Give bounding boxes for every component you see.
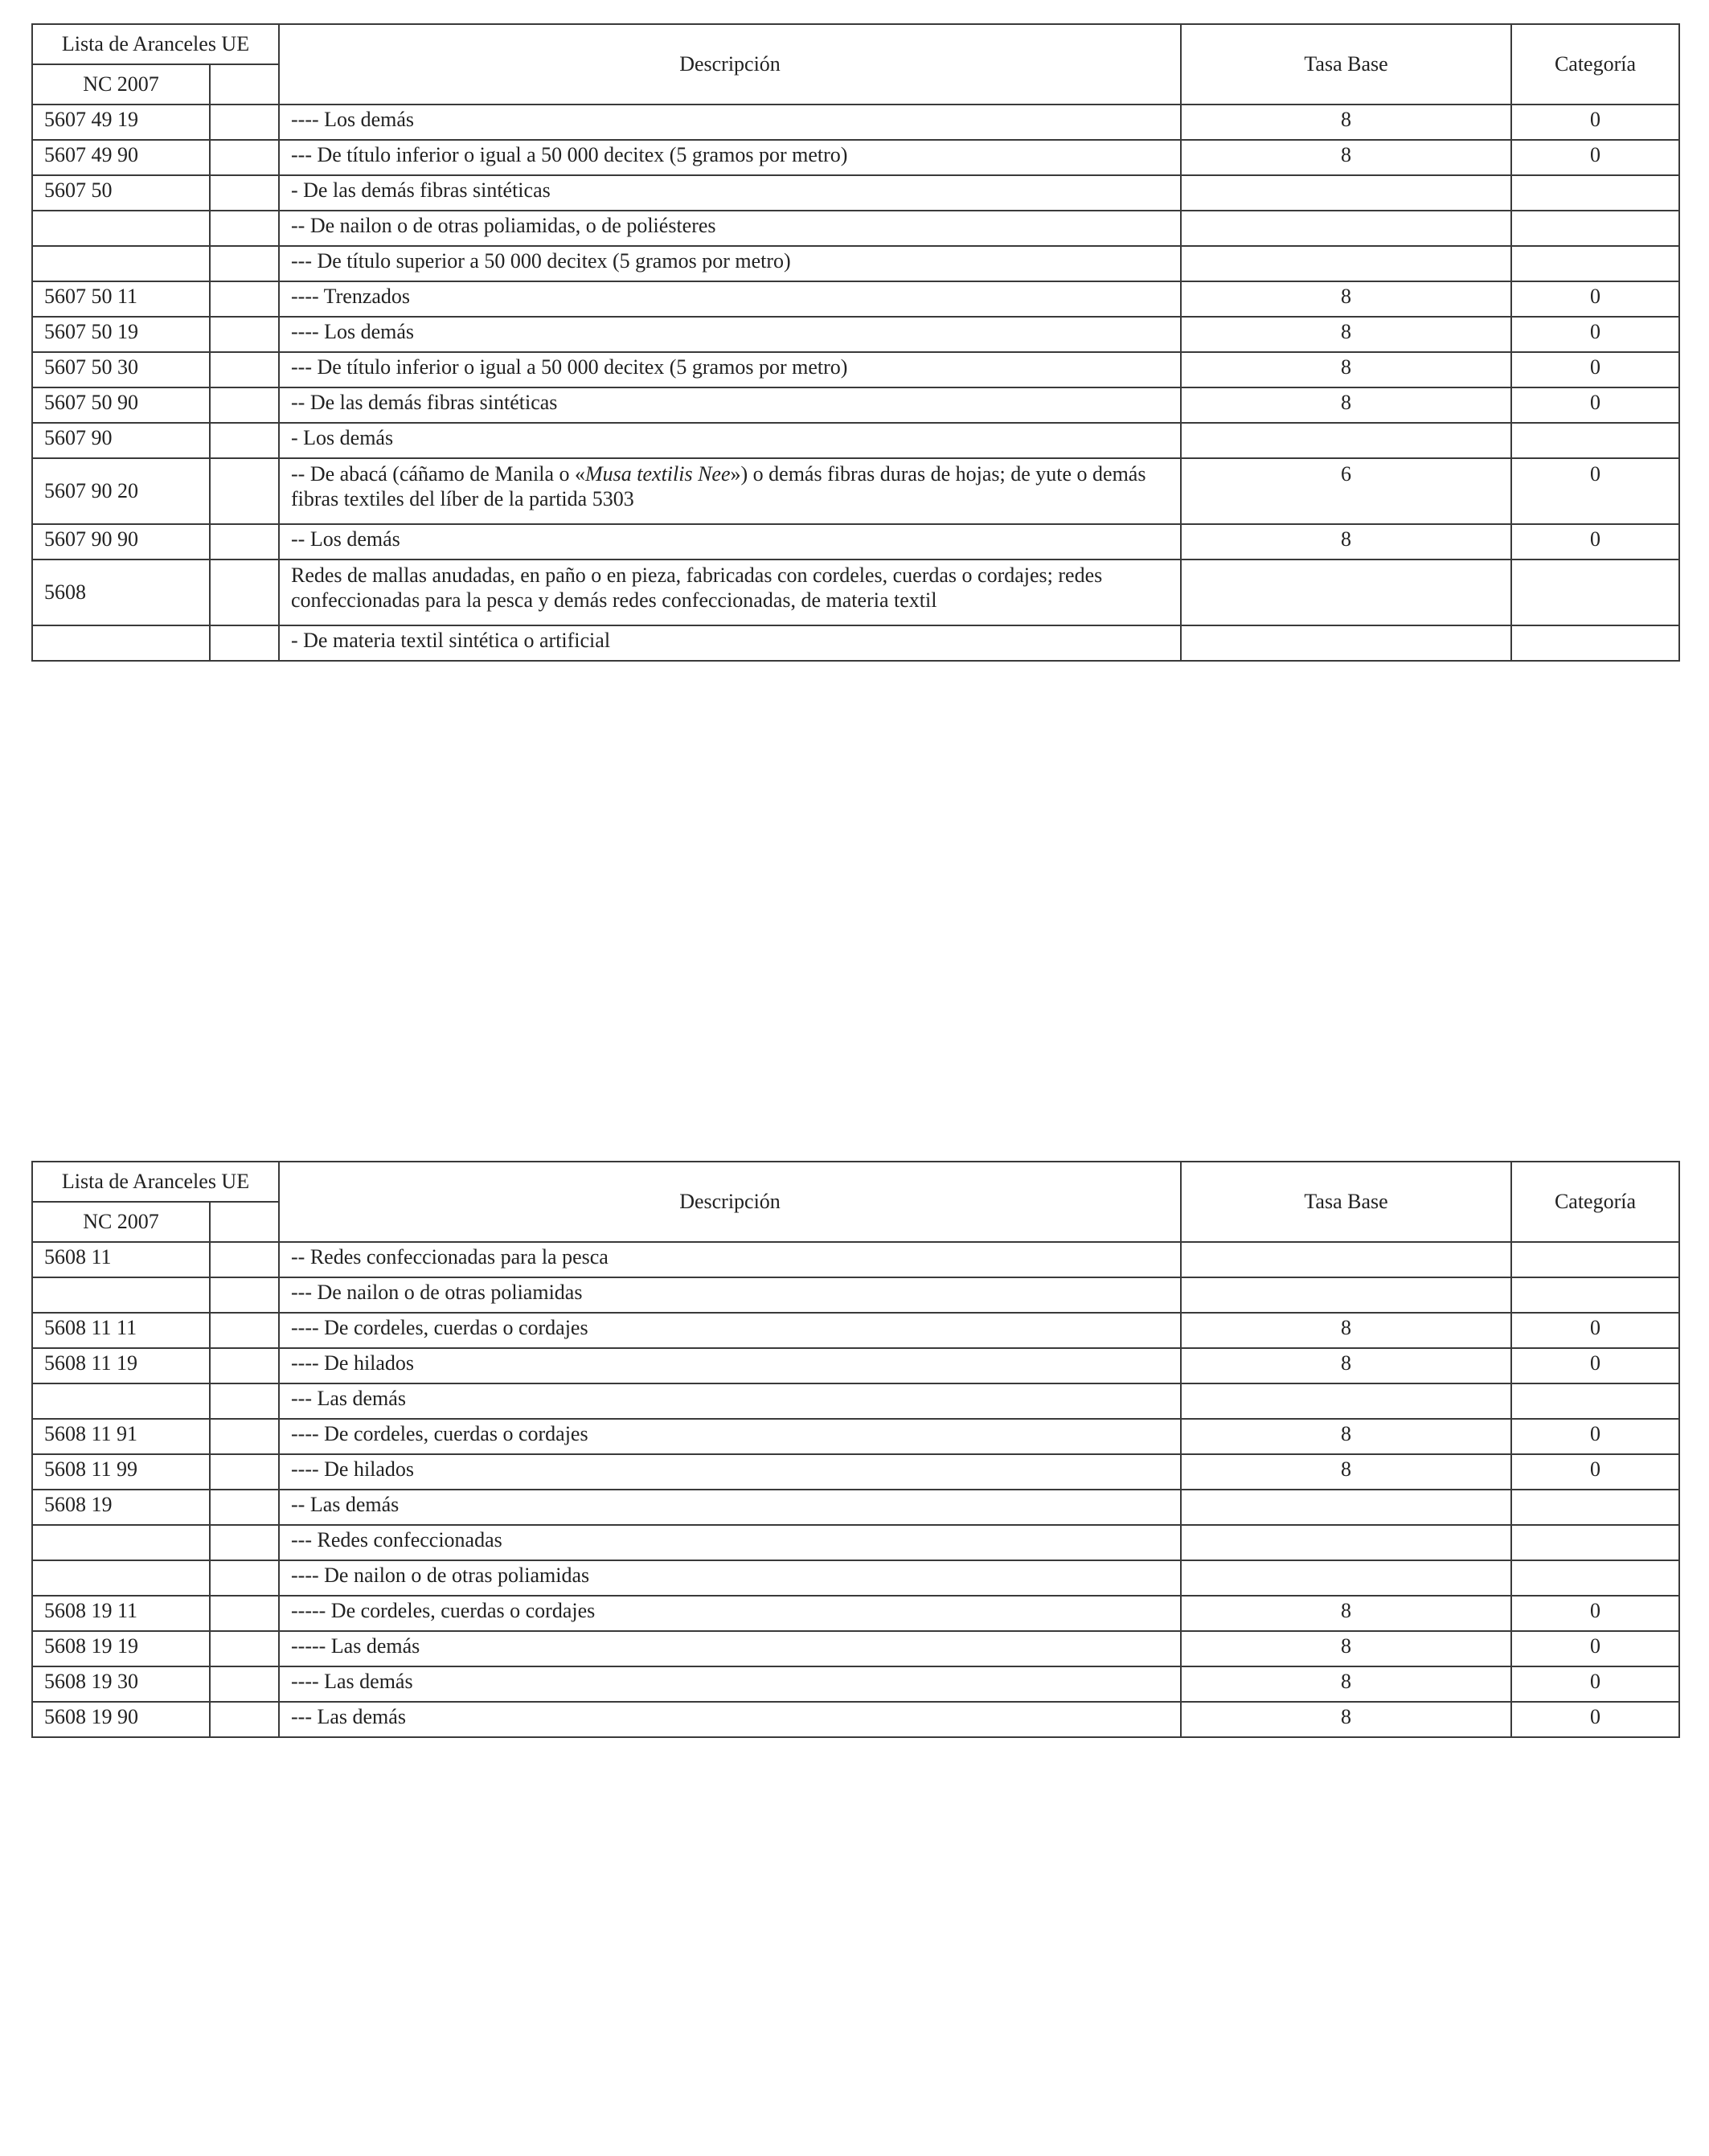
table-row [32, 458, 1679, 524]
description-cell: -- De nailon o de otras poliamidas, o de poliésteres [279, 211, 1181, 246]
empty-cell [210, 1631, 279, 1666]
categoria-cell [1511, 246, 1679, 281]
tasa-base-cell [1181, 1490, 1511, 1525]
empty-cell [210, 1277, 279, 1313]
description-italic-text: Musa textilis Nee [584, 462, 731, 486]
description-cell: ---- Los demás [279, 317, 1181, 352]
table-row [32, 317, 1679, 352]
nc-code-cell [32, 211, 210, 246]
empty-cell [210, 387, 279, 423]
empty-cell [210, 246, 279, 281]
tariff-table-2-body [32, 1242, 1679, 1737]
table-row [32, 1454, 1679, 1490]
table-row [32, 387, 1679, 423]
nc-2007-header: NC 2007 [32, 64, 210, 105]
categoria-cell [1511, 1490, 1679, 1525]
nc-code-cell: 5607 90 20 [32, 458, 210, 524]
tariff-table-1-header [32, 24, 1679, 105]
tasa-base-cell: 8 [1181, 1313, 1511, 1348]
nc-code-cell: 5607 50 90 [32, 387, 210, 423]
description-cell: -- De las demás fibras sintéticas [279, 387, 1181, 423]
description-cell: ---- De cordeles, cuerdas o cordajes [279, 1419, 1181, 1454]
empty-cell [210, 211, 279, 246]
table-row [32, 211, 1679, 246]
categoria-cell [1511, 559, 1679, 625]
table-row [32, 352, 1679, 387]
table-row [32, 105, 1679, 140]
nc-code-cell: 5607 50 30 [32, 352, 210, 387]
tasa-base-cell [1181, 1277, 1511, 1313]
tasa-base-cell [1181, 1383, 1511, 1419]
table-row [32, 1313, 1679, 1348]
table-row [32, 1702, 1679, 1737]
empty-cell [210, 175, 279, 211]
table-row [32, 524, 1679, 559]
description-text: -- De abacá (cáñamo de Manila o « [291, 462, 585, 486]
empty-cell [210, 458, 279, 524]
categoria-cell: 0 [1511, 458, 1679, 524]
table-row [32, 1348, 1679, 1383]
categoria-cell: 0 [1511, 1348, 1679, 1383]
empty-cell [210, 105, 279, 140]
nc-code-cell: 5607 50 [32, 175, 210, 211]
description-cell: -- Los demás [279, 524, 1181, 559]
table-row [32, 1525, 1679, 1560]
lista-aranceles-header: Lista de Aranceles UE [32, 24, 279, 64]
tasa-base-cell: 8 [1181, 1419, 1511, 1454]
description-cell: --- De título inferior o igual a 50 000 decitex (5 gramos por metro) [279, 140, 1181, 175]
tasa-base-header: Tasa Base [1181, 1162, 1511, 1242]
description-cell: ---- De hilados [279, 1454, 1181, 1490]
description-cell: ----- De cordeles, cuerdas o cordajes [279, 1596, 1181, 1631]
nc-code-cell: 5607 90 90 [32, 524, 210, 559]
tasa-base-cell [1181, 559, 1511, 625]
tasa-base-cell: 8 [1181, 317, 1511, 352]
nc-code-cell [32, 1277, 210, 1313]
tasa-base-cell: 8 [1181, 140, 1511, 175]
table-row [32, 1560, 1679, 1596]
description-cell: ---- Los demás [279, 105, 1181, 140]
nc-code-cell: 5607 50 11 [32, 281, 210, 317]
tasa-base-cell: 8 [1181, 281, 1511, 317]
table-row [32, 1277, 1679, 1313]
categoria-cell [1511, 1525, 1679, 1560]
description-cell: - Los demás [279, 423, 1181, 458]
tariff-table-2-header [32, 1162, 1679, 1242]
categoria-cell: 0 [1511, 281, 1679, 317]
empty-cell [210, 1490, 279, 1525]
categoria-cell: 0 [1511, 1631, 1679, 1666]
categoria-cell: 0 [1511, 1702, 1679, 1737]
empty-cell [210, 1666, 279, 1702]
table-row [32, 1383, 1679, 1419]
table-row [32, 1596, 1679, 1631]
nc-code-cell: 5607 49 19 [32, 105, 210, 140]
categoria-cell: 0 [1511, 352, 1679, 387]
description-cell: -- Las demás [279, 1490, 1181, 1525]
categoria-cell: 0 [1511, 1454, 1679, 1490]
empty-header-cell [210, 1202, 279, 1242]
categoria-cell [1511, 175, 1679, 211]
empty-cell [210, 1596, 279, 1631]
tasa-base-cell [1181, 175, 1511, 211]
nc-code-cell: 5608 11 91 [32, 1419, 210, 1454]
empty-cell [210, 352, 279, 387]
description-cell: --- Las demás [279, 1383, 1181, 1419]
table-row [32, 1631, 1679, 1666]
empty-cell [210, 1348, 279, 1383]
description-cell: Redes de mallas anudadas, en paño o en pieza, fabricadas con cordeles, cuerdas o cordajes; redes confeccionadas para la pesca y demás redes confeccionadas, de materia textil [279, 559, 1181, 625]
nc-code-cell: 5608 19 19 [32, 1631, 210, 1666]
nc-code-cell: 5607 90 [32, 423, 210, 458]
empty-cell [210, 1525, 279, 1560]
description-cell: - De materia textil sintética o artificial [279, 625, 1181, 661]
table-row [32, 1666, 1679, 1702]
empty-cell [210, 1702, 279, 1737]
categoria-cell: 0 [1511, 1666, 1679, 1702]
empty-cell [210, 1242, 279, 1277]
empty-cell [210, 281, 279, 317]
tasa-base-cell: 8 [1181, 524, 1511, 559]
nc-code-cell [32, 1525, 210, 1560]
empty-cell [210, 1560, 279, 1596]
tasa-base-cell [1181, 625, 1511, 661]
tariff-table-2 [31, 1161, 1680, 1738]
nc-code-cell: 5607 49 90 [32, 140, 210, 175]
tasa-base-cell: 8 [1181, 105, 1511, 140]
table-row [32, 1419, 1679, 1454]
categoria-cell [1511, 1242, 1679, 1277]
tasa-base-cell: 8 [1181, 1348, 1511, 1383]
table-row [32, 1242, 1679, 1277]
description-cell: -- Redes confeccionadas para la pesca [279, 1242, 1181, 1277]
empty-cell [210, 1313, 279, 1348]
empty-cell [210, 140, 279, 175]
categoria-cell: 0 [1511, 524, 1679, 559]
categoria-cell: 0 [1511, 317, 1679, 352]
nc-code-cell [32, 246, 210, 281]
categoria-cell: 0 [1511, 105, 1679, 140]
description-cell: ---- De cordeles, cuerdas o cordajes [279, 1313, 1181, 1348]
tasa-base-cell: 8 [1181, 387, 1511, 423]
tasa-base-cell [1181, 211, 1511, 246]
descripcion-header: Descripción [279, 1162, 1181, 1242]
nc-code-cell [32, 1383, 210, 1419]
empty-header-cell [210, 64, 279, 105]
nc-2007-header: NC 2007 [32, 1202, 210, 1242]
tasa-base-header: Tasa Base [1181, 24, 1511, 105]
tasa-base-cell [1181, 423, 1511, 458]
tasa-base-cell [1181, 1525, 1511, 1560]
tasa-base-cell: 8 [1181, 1596, 1511, 1631]
tasa-base-cell [1181, 246, 1511, 281]
tariff-table-1-body [32, 105, 1679, 661]
description-cell: ---- De hilados [279, 1348, 1181, 1383]
description-cell [279, 458, 1181, 524]
tasa-base-cell [1181, 1560, 1511, 1596]
tasa-base-cell: 8 [1181, 1702, 1511, 1737]
categoria-cell [1511, 423, 1679, 458]
description-cell: ---- Trenzados [279, 281, 1181, 317]
nc-code-cell: 5608 11 99 [32, 1454, 210, 1490]
nc-code-cell: 5608 19 90 [32, 1702, 210, 1737]
description-cell: --- De título inferior o igual a 50 000 decitex (5 gramos por metro) [279, 352, 1181, 387]
nc-code-cell: 5608 19 30 [32, 1666, 210, 1702]
tasa-base-cell: 8 [1181, 1454, 1511, 1490]
categoria-cell [1511, 1383, 1679, 1419]
description-cell: - De las demás fibras sintéticas [279, 175, 1181, 211]
categoria-cell: 0 [1511, 387, 1679, 423]
table-row [32, 175, 1679, 211]
description-cell: --- De nailon o de otras poliamidas [279, 1277, 1181, 1313]
categoria-cell [1511, 1277, 1679, 1313]
nc-code-cell [32, 1560, 210, 1596]
table-row [32, 625, 1679, 661]
tasa-base-cell [1181, 1242, 1511, 1277]
table-row [32, 1490, 1679, 1525]
header-row [32, 1162, 1679, 1202]
description-cell: --- Las demás [279, 1702, 1181, 1737]
descripcion-header: Descripción [279, 24, 1181, 105]
tasa-base-cell: 8 [1181, 1631, 1511, 1666]
categoria-cell: 0 [1511, 1419, 1679, 1454]
empty-cell [210, 524, 279, 559]
categoria-cell: 0 [1511, 1313, 1679, 1348]
categoria-cell [1511, 1560, 1679, 1596]
empty-cell [210, 317, 279, 352]
table-row [32, 281, 1679, 317]
empty-cell [210, 1383, 279, 1419]
categoria-cell: 0 [1511, 1596, 1679, 1631]
description-cell: ---- Las demás [279, 1666, 1181, 1702]
nc-code-cell: 5608 11 11 [32, 1313, 210, 1348]
nc-code-cell: 5608 11 19 [32, 1348, 210, 1383]
description-cell: ---- De nailon o de otras poliamidas [279, 1560, 1181, 1596]
nc-code-cell [32, 625, 210, 661]
empty-cell [210, 423, 279, 458]
description-cell: --- De título superior a 50 000 decitex (5 gramos por metro) [279, 246, 1181, 281]
description-cell: ----- Las demás [279, 1631, 1181, 1666]
nc-code-cell: 5608 19 [32, 1490, 210, 1525]
tasa-base-cell: 8 [1181, 352, 1511, 387]
description-cell: --- Redes confeccionadas [279, 1525, 1181, 1560]
nc-code-cell: 5608 19 11 [32, 1596, 210, 1631]
table-row [32, 423, 1679, 458]
tasa-base-cell: 8 [1181, 1666, 1511, 1702]
empty-cell [210, 625, 279, 661]
categoria-cell: 0 [1511, 140, 1679, 175]
categoria-header: Categoría [1511, 1162, 1679, 1242]
empty-cell [210, 1454, 279, 1490]
nc-code-cell: 5608 [32, 559, 210, 625]
nc-code-cell: 5608 11 [32, 1242, 210, 1277]
tariff-table-1 [31, 23, 1680, 662]
categoria-cell [1511, 211, 1679, 246]
description-text: ») o demás fibras duras de hojas; de yute o demás fibras textiles del líber de la partida 5303 [291, 462, 1146, 510]
categoria-cell [1511, 625, 1679, 661]
empty-cell [210, 1419, 279, 1454]
table-row [32, 559, 1679, 625]
nc-code-cell: 5607 50 19 [32, 317, 210, 352]
table-row [32, 246, 1679, 281]
empty-cell [210, 559, 279, 625]
categoria-header: Categoría [1511, 24, 1679, 105]
table-row [32, 140, 1679, 175]
tasa-base-cell: 6 [1181, 458, 1511, 524]
header-row [32, 24, 1679, 64]
lista-aranceles-header: Lista de Aranceles UE [32, 1162, 279, 1202]
